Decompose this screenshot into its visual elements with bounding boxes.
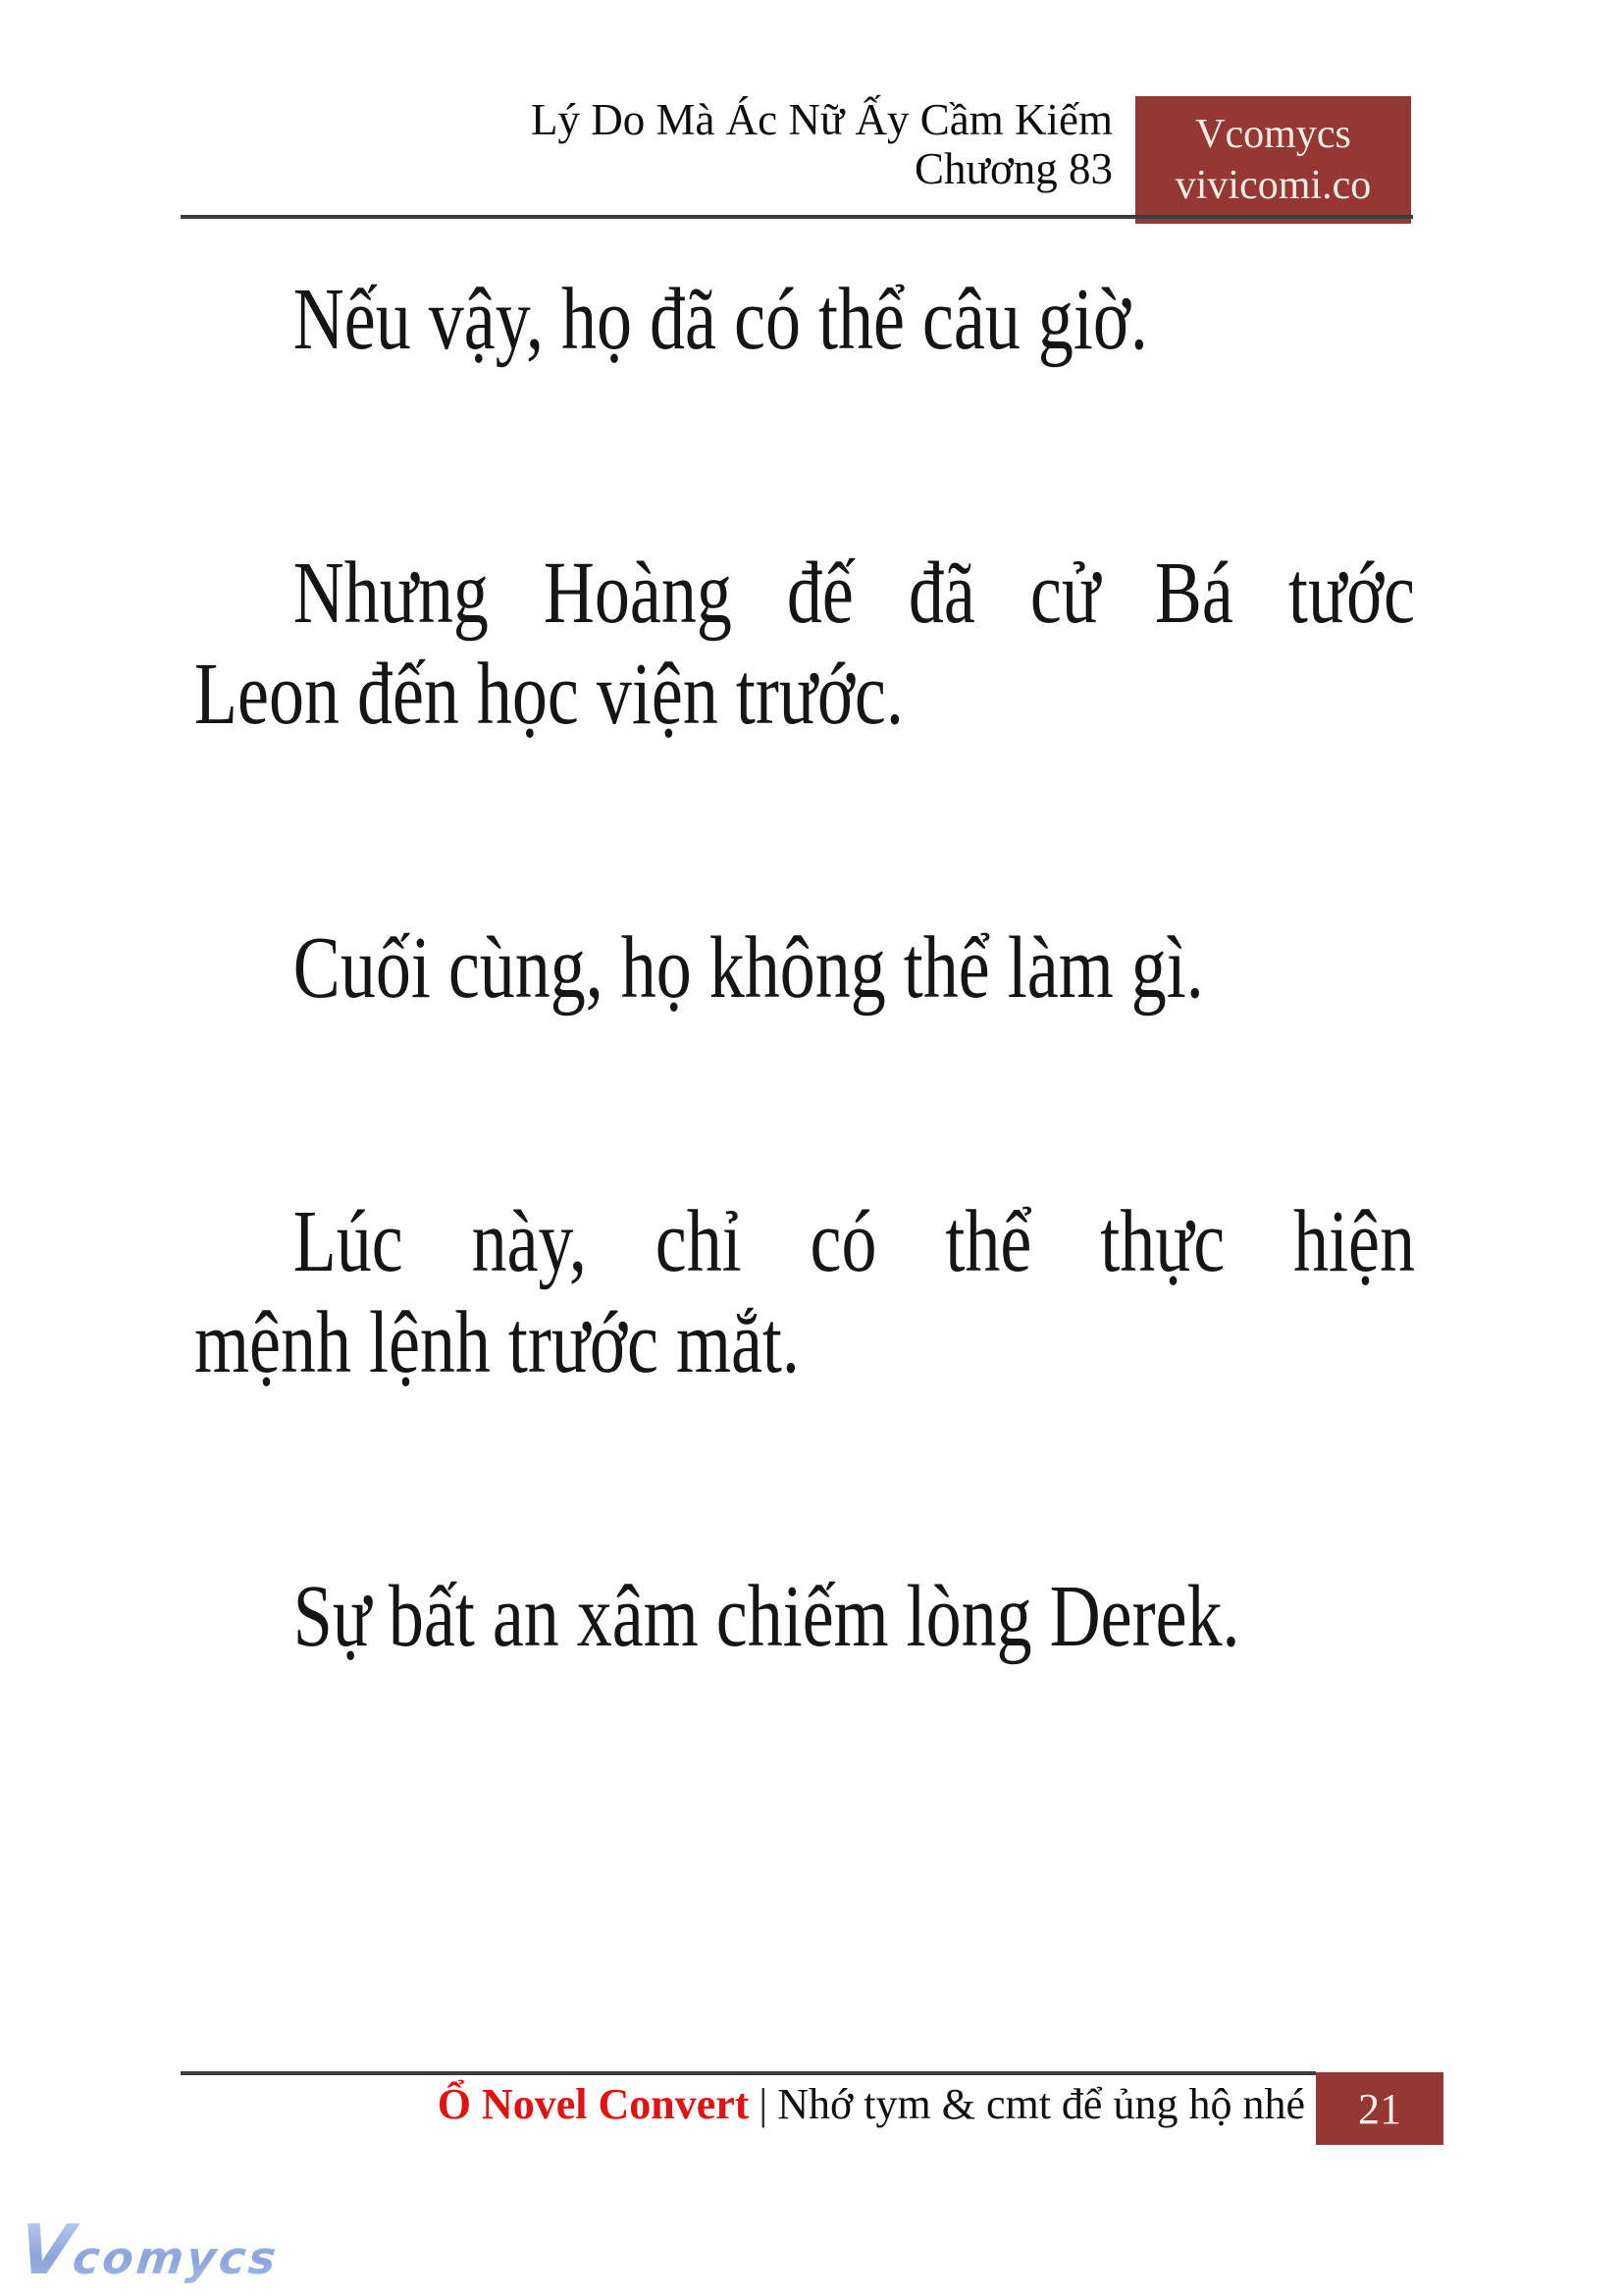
footer-divider xyxy=(181,2071,1316,2075)
series-title: Lý Do Mà Ác Nữ Ấy Cầm Kiếm xyxy=(530,95,1113,144)
paragraph xyxy=(194,1566,1415,1667)
text-line: Cuối cùng, họ không thể làm gì. xyxy=(292,919,1204,1017)
brand-box xyxy=(1135,96,1411,224)
paragraph xyxy=(194,269,1415,370)
page-number: 21 xyxy=(1358,2084,1401,2133)
header-title xyxy=(181,95,1113,193)
footer-text xyxy=(181,2080,1305,2129)
text-line: mệnh lệnh trước mắt. xyxy=(194,1294,800,1391)
text-line: Nhưng Hoàng đế đã cử Bá tước xyxy=(292,545,1415,642)
paragraph xyxy=(194,917,1415,1018)
chapter-label: Chương 83 xyxy=(915,144,1113,193)
text-line: Leon đến học viện trước. xyxy=(194,646,904,743)
body-text xyxy=(194,269,1415,1840)
text-line: Sự bất an xâm chiếm lòng Derek. xyxy=(292,1568,1240,1665)
text-line: Nếu vậy, họ đã có thể câu giờ. xyxy=(292,271,1148,368)
paragraph xyxy=(194,543,1415,745)
paragraph xyxy=(194,1191,1415,1393)
text-line: Lúc này, chỉ có thể thực hiện xyxy=(292,1193,1415,1290)
footer-note: Nhớ tym & cmt để ủng hộ nhé xyxy=(777,2080,1305,2128)
vcomycs-logo-text: comycs xyxy=(70,2231,282,2284)
footer-separator: | xyxy=(759,2080,768,2128)
vcomycs-logo-initial: V xyxy=(15,2210,79,2290)
vcomycs-logo xyxy=(16,2210,284,2290)
footer-brand: Ổ Novel Convert xyxy=(437,2080,750,2128)
brand-name: Vcomycs xyxy=(1195,112,1351,157)
header-divider xyxy=(181,215,1413,219)
brand-site: vivicomi.co xyxy=(1175,163,1372,208)
page-number-box xyxy=(1316,2072,1443,2145)
